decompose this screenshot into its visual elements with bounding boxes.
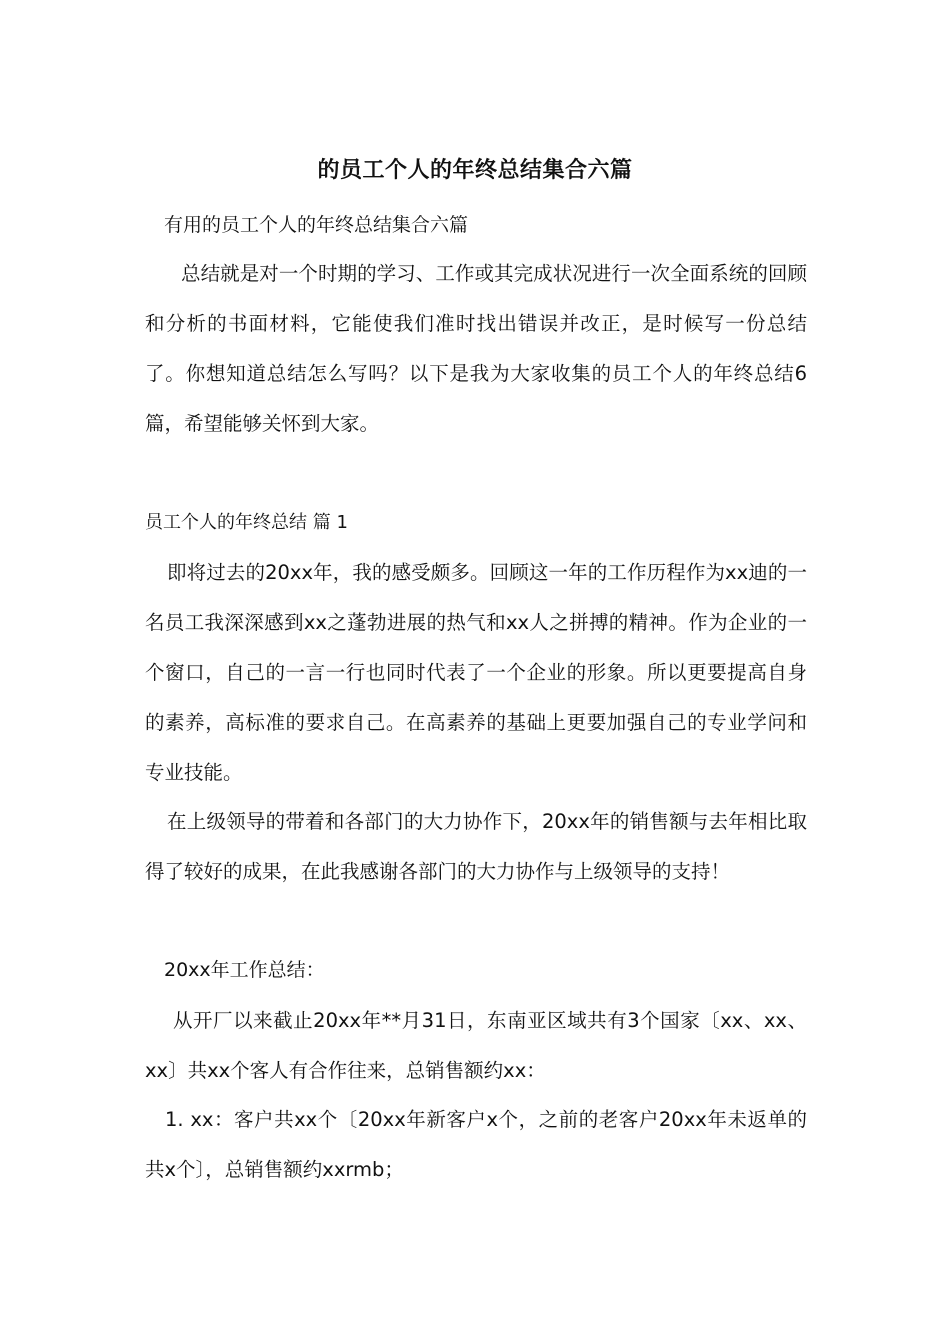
document-title: 的员工个人的年终总结集合六篇 [317, 158, 633, 183]
body-paragraph: 从开厂以来截止20xx年**月31日，东南亚区域共有3个国家〔xx、xx、xx〕共xx个客人有合作往来，总销售额约xx： [145, 1009, 807, 1082]
document-subtitle: 有用的员工个人的年终总结集合六篇 [164, 214, 469, 236]
body-paragraph: 在上级领导的带着和各部门的大力协作下，20xx年的销售额与去年相比取得了较好的成果，在此我感谢各部门的大力协作与上级领导的支持！ [145, 810, 807, 883]
summary-heading: 20xx年工作总结： [164, 959, 325, 981]
section-heading: 员工个人的年终总结 篇 1 [145, 512, 348, 533]
intro-paragraph: 总结就是对一个时期的学习、工作或其完成状况进行一次全面系统的回顾和分析的书面材料，它能使我们准时找出错误并改正，是时候写一份总结了。你想知道总结怎么写吗？以下是我为大家收集的员工个人的年终总结6篇，希望能够关怀到大家。 [145, 262, 807, 435]
list-item: 1. xx：客户共xx个〔20xx年新客户x个，之前的老客户20xx年未返单的共x个〕，总销售额约xxrmb； [145, 1108, 807, 1181]
body-paragraph: 即将过去的20xx年，我的感受颇多。回顾这一年的工作历程作为xx迪的一名员工我深深感到xx之蓬勃进展的热气和xx人之拼搏的精神。作为企业的一个窗口，自己的一言一行也同时代表了一个企业的形象。所以更要提高自身的素养，高标准的要求自己。在高素养的基础上更要加强自己的专业学问和专业技能。 [145, 561, 807, 784]
